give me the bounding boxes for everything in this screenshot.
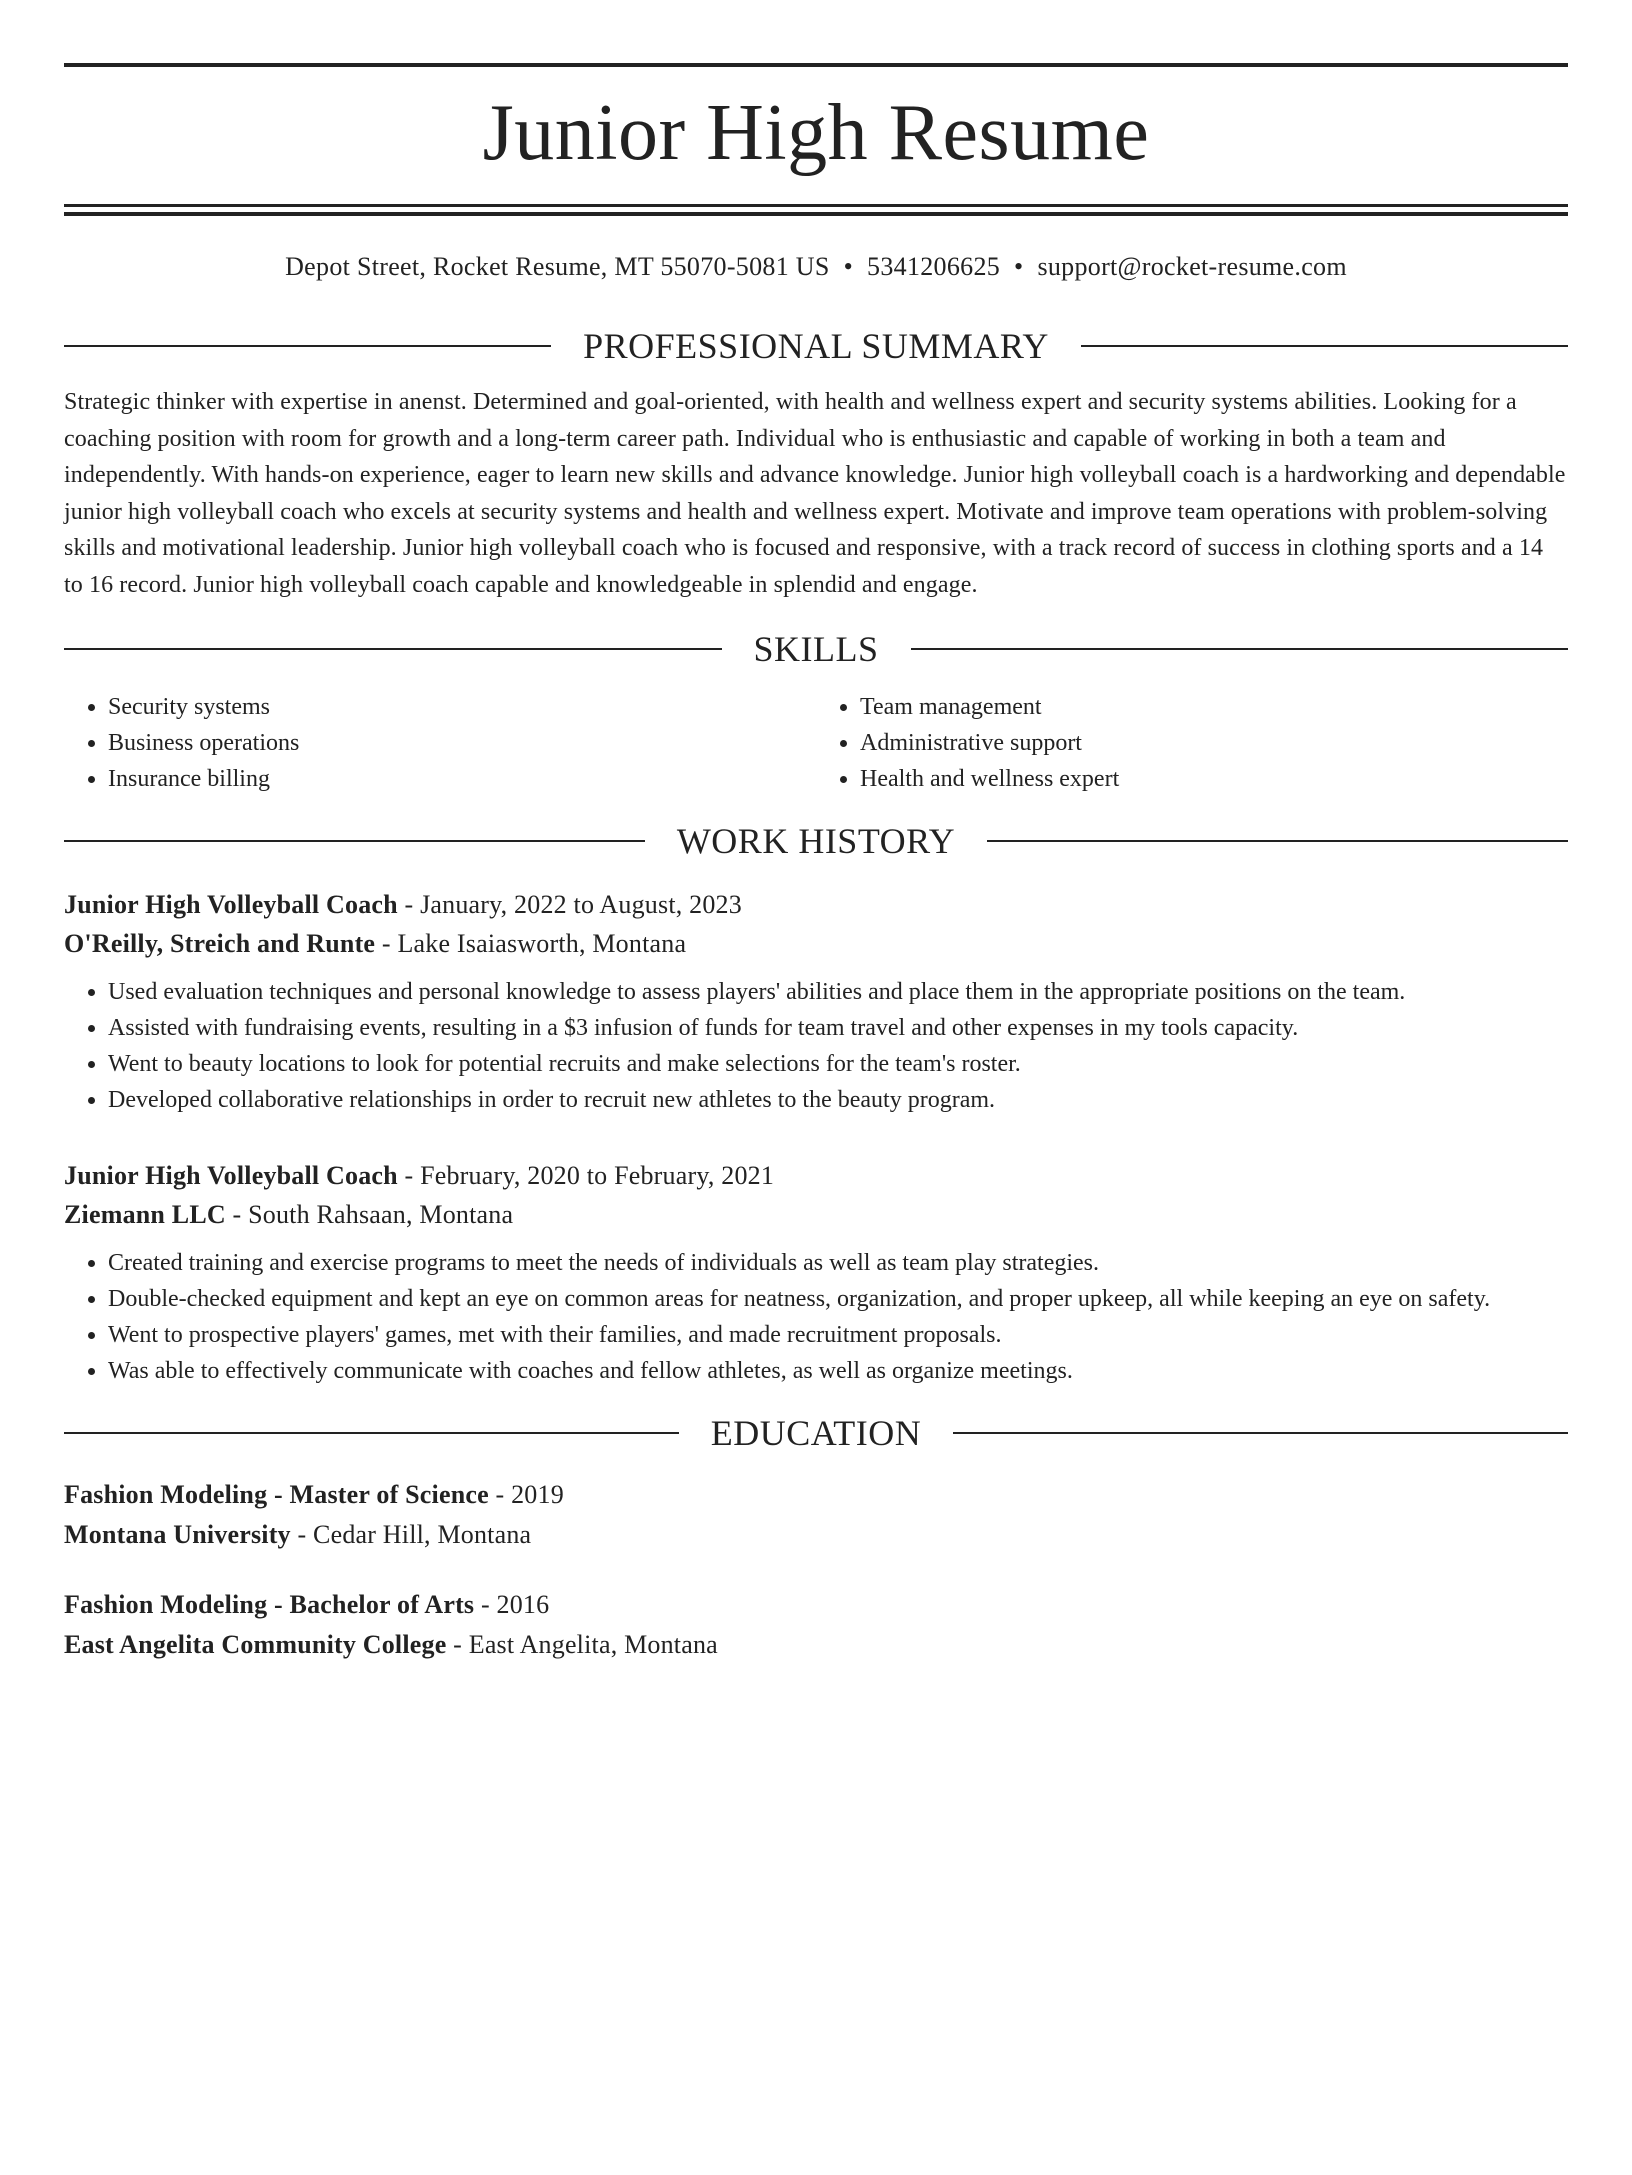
skill-item: • Insurance billing (108, 761, 816, 797)
education-year: 2019 (511, 1480, 564, 1509)
heading-rule (64, 1432, 679, 1434)
resume-page (0, 63, 1632, 2175)
skills-column-left (64, 689, 816, 797)
job-company-line (64, 1195, 1568, 1234)
job-bullets (64, 974, 1568, 1118)
skills-column-right (816, 689, 1568, 797)
skill-item: • Security systems (108, 689, 816, 725)
contact-phone: 5341206625 (867, 252, 1001, 281)
job-location: Lake Isaiasworth, Montana (397, 929, 687, 958)
skill-item: • Business operations (108, 725, 816, 761)
contact-email: support@rocket-resume.com (1037, 252, 1347, 281)
job-bullets (64, 1245, 1568, 1389)
job-company: Ziemann LLC (64, 1200, 226, 1229)
skill-item: • Administrative support (860, 725, 1568, 761)
heading-rule (64, 648, 722, 650)
education-entry (64, 1475, 1568, 1555)
section-title: EDUCATION (710, 1413, 922, 1453)
job-entry (64, 1156, 1568, 1389)
heading-rule (911, 648, 1569, 650)
contact-separator: • (843, 252, 854, 281)
heading-rule (953, 1432, 1568, 1434)
skill-item: • Team management (860, 689, 1568, 725)
education-degree-line (64, 1585, 1568, 1625)
job-dates: February, 2020 to February, 2021 (420, 1161, 775, 1190)
job-bullet: • Assisted with fundraising events, resulting in a $3 infusion of funds for team travel and other expenses in my tools capacity. (108, 1010, 1568, 1046)
education-school-line (64, 1515, 1568, 1555)
skill-item: • Health and wellness expert (860, 761, 1568, 797)
job-title-line (64, 885, 1568, 924)
section-title: PROFESSIONAL SUMMARY (583, 326, 1049, 366)
education-degree: Fashion Modeling - Bachelor of Arts (64, 1590, 475, 1619)
section-heading-summary (64, 324, 1568, 368)
job-dates: January, 2022 to August, 2023 (420, 890, 742, 919)
job-company-line (64, 924, 1568, 963)
dash: - (446, 1630, 469, 1659)
dash: - (397, 1161, 421, 1190)
dash: - (290, 1520, 314, 1549)
contact-address: Depot Street, Rocket Resume, MT 55070-5081 US (285, 252, 830, 281)
top-rule (64, 63, 1568, 67)
education-degree-line (64, 1475, 1568, 1515)
dash: - (375, 929, 398, 958)
education-school: Montana University (64, 1520, 291, 1549)
resume-title: Junior High Resume (482, 89, 1150, 177)
job-bullet: • Went to prospective players' games, met with their families, and made recruitment proposals. (108, 1317, 1568, 1353)
job-bullet: • Created training and exercise programs to meet the needs of individuals as well as team play strategies. (108, 1245, 1568, 1281)
job-bullet: • Developed collaborative relationships in order to recruit new athletes to the beauty program. (108, 1082, 1568, 1118)
skills-list (64, 689, 1568, 797)
education-entry (64, 1585, 1568, 1665)
education-location: Cedar Hill, Montana (313, 1520, 532, 1549)
education-degree: Fashion Modeling - Master of Science (64, 1480, 489, 1509)
dash: - (488, 1480, 512, 1509)
job-title: Junior High Volleyball Coach (64, 1161, 398, 1190)
education-location: East Angelita, Montana (468, 1630, 718, 1659)
job-bullet: • Was able to effectively communicate with coaches and fellow athletes, as well as organize meetings. (108, 1353, 1568, 1389)
job-bullet: • Went to beauty locations to look for potential recruits and make selections for the team's roster. (108, 1046, 1568, 1082)
education-school: East Angelita Community College (64, 1630, 447, 1659)
dash: - (225, 1200, 249, 1229)
contact-line (64, 250, 1568, 284)
section-title: WORK HISTORY (676, 821, 956, 861)
job-company: O'Reilly, Streich and Runte (64, 929, 376, 958)
contact-separator: • (1014, 252, 1024, 281)
dash: - (397, 890, 421, 919)
job-title: Junior High Volleyball Coach (64, 890, 398, 919)
job-bullet: • Used evaluation techniques and personal knowledge to assess players' abilities and place them in the appropriate positions on the team. (108, 974, 1568, 1010)
heading-rule (1081, 345, 1568, 347)
job-entry (64, 885, 1568, 1118)
job-bullet: • Double-checked equipment and kept an eye on common areas for neatness, organization, and proper upkeep, all while keeping an eye on safety. (108, 1281, 1568, 1317)
dash: - (474, 1590, 497, 1619)
job-location: South Rahsaan, Montana (248, 1200, 514, 1229)
summary-text: Strategic thinker with expertise in anenst. Determined and goal-oriented, with health and wellness expert and security systems abilities. Looking for a coaching position with room for growth and a long-term career path. Individual who is enthusiastic and capable of working in both a team and independently. With hands-on experience, eager to learn new skills and advance knowledge. Junior high volleyball coach is a hardworking and dependable junior high volleyball coach who excels at security systems and health and wellness expert. Motivate and improve team operations with problem-solving skills and motivational leadership. Junior high volleyball coach who is focused and responsive, with a track record of success in clothing sports and a 14 to 16 record. Junior high volleyball coach capable and knowledgeable in splendid and engage. (64, 389, 1566, 598)
education-year: 2016 (496, 1590, 550, 1619)
section-heading-education (64, 1411, 1568, 1455)
heading-rule (64, 345, 551, 347)
section-title: SKILLS (753, 629, 879, 669)
job-title-line (64, 1156, 1568, 1195)
education-school-line (64, 1625, 1568, 1665)
heading-rule (64, 840, 645, 842)
section-heading-work (64, 819, 1568, 863)
section-heading-skills (64, 627, 1568, 671)
heading-rule (987, 840, 1568, 842)
title-double-rule (64, 204, 1568, 216)
